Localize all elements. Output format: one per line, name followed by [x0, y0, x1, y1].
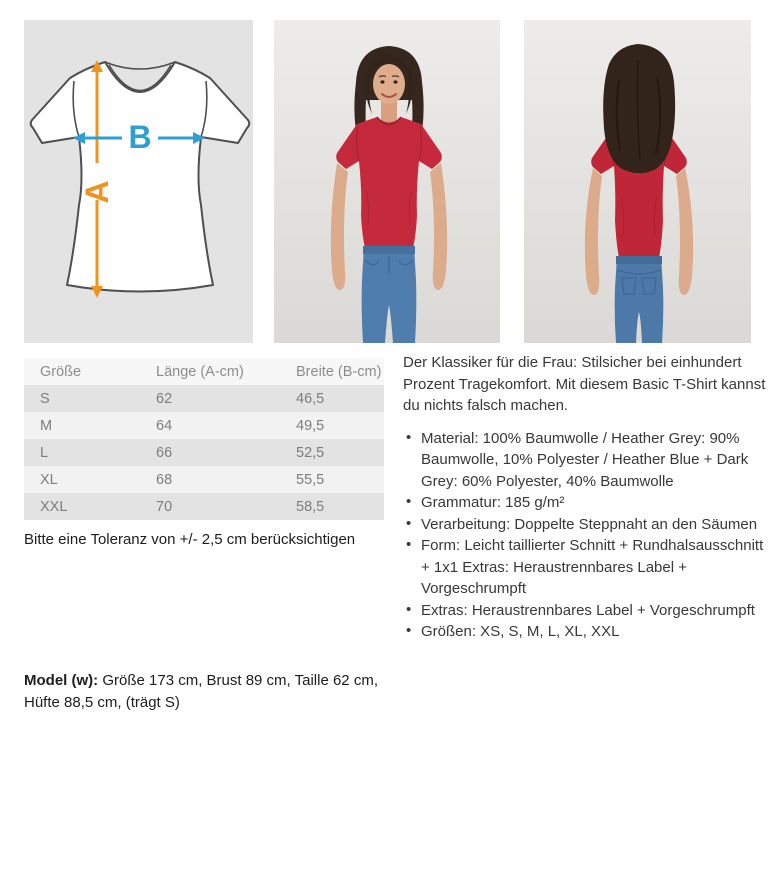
- column-header-groesse: Größe: [24, 358, 140, 385]
- size-table: [24, 358, 384, 520]
- size-cell: 62: [140, 385, 280, 412]
- size-cell: 52,5: [280, 439, 384, 466]
- size-table-row-l: [24, 439, 384, 466]
- feature-verarbeitung: • Verarbeitung: Doppelte Steppnaht an den Säumen: [403, 514, 773, 536]
- model-back-photo: [524, 20, 751, 343]
- model-front-photo: [274, 20, 500, 343]
- measure-label-b: B: [128, 119, 152, 155]
- model-label: Model (w):: [24, 672, 99, 689]
- size-cell: 46,5: [280, 385, 384, 412]
- size-table-row-xxl: [24, 493, 384, 520]
- model-back-svg: [524, 20, 751, 343]
- size-diagram-image: [24, 20, 253, 343]
- column-header-laenge: Länge (A-cm): [140, 358, 280, 385]
- size-table-row-s: [24, 385, 384, 412]
- size-table-row-m: [24, 412, 384, 439]
- size-cell: M: [24, 412, 140, 439]
- size-cell: 66: [140, 439, 280, 466]
- measure-label-a: A: [79, 180, 115, 204]
- size-cell: 58,5: [280, 493, 384, 520]
- feature-list: [403, 428, 773, 643]
- size-cell: 55,5: [280, 466, 384, 493]
- model-front-svg: [274, 20, 500, 343]
- column-header-breite: Breite (B-cm): [280, 358, 384, 385]
- hair-back-view: [603, 44, 675, 173]
- size-table-row-xl: [24, 466, 384, 493]
- size-cell: L: [24, 439, 140, 466]
- size-cell: 64: [140, 412, 280, 439]
- size-cell: 70: [140, 493, 280, 520]
- model-measurements: [24, 670, 396, 714]
- feature-extras: • Extras: Heraustrennbares Label + Vorgeschrumpft: [403, 600, 773, 622]
- face: [373, 64, 405, 104]
- feature-groessen: • Größen: XS, S, M, L, XL, XXL: [403, 621, 773, 643]
- feature-material: • Material: 100% Baumwolle / Heather Grey: 90% Baumwolle, 10% Polyester / Heather Blue + Dark Grey: 60% Polyester, 40% Baumwolle: [403, 428, 773, 493]
- feature-form: • Form: Leicht taillierter Schnitt + Rundhalsausschnitt + 1x1 Extras: Heraustrennbares Label + Vorgeschrumpft: [403, 535, 773, 600]
- product-description: [403, 352, 773, 643]
- size-table-header-row: [24, 358, 384, 385]
- model-text: Größe 173 cm, Brust 89 cm, Taille 62 cm, Hüfte 88,5 cm, (trägt S): [24, 672, 378, 711]
- size-cell: S: [24, 385, 140, 412]
- description-intro: Der Klassiker für die Frau: Stilsicher bei einhundert Prozent Tragekomfort. Mit diesem Basic T-Shirt kannst du nichts falsch machen.: [403, 354, 766, 414]
- size-cell: XL: [24, 466, 140, 493]
- size-cell: 68: [140, 466, 280, 493]
- size-diagram-svg: [24, 20, 253, 343]
- size-cell: 49,5: [280, 412, 384, 439]
- tolerance-note: Bitte eine Toleranz von +/- 2,5 cm berücksichtigen: [24, 531, 356, 548]
- feature-grammatur: • Grammatur: 185 g/m²: [403, 492, 773, 514]
- size-cell: XXL: [24, 493, 140, 520]
